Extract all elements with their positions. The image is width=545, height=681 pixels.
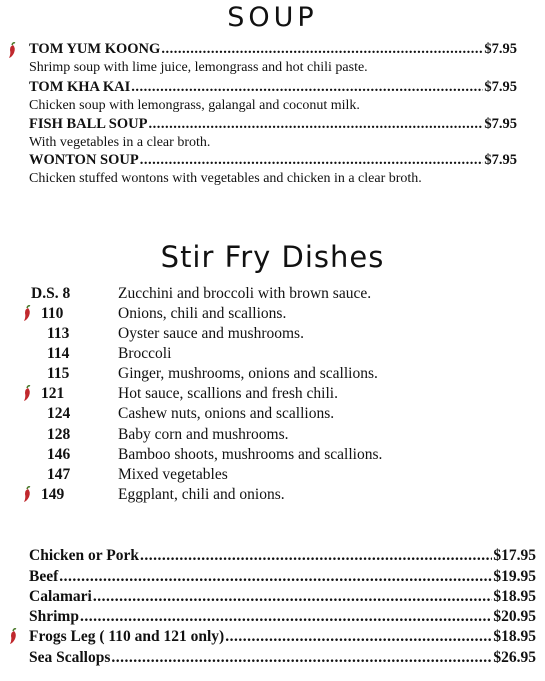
- soup-item-name: TOM KHA KAI: [29, 79, 131, 95]
- dish-code: 113: [47, 325, 70, 342]
- dot-leader: [140, 547, 492, 565]
- dish-row: [16, 325, 545, 345]
- dish-row: [16, 426, 545, 446]
- dish-code: 149: [41, 486, 65, 503]
- chili-pepper-icon: [7, 42, 17, 58]
- soup-item-tom-kha-kai: [29, 79, 517, 97]
- price-row-price: $18.95: [493, 588, 536, 605]
- dish-row: [10, 385, 545, 405]
- dish-row: [16, 365, 545, 385]
- dish-description: Baby corn and mushrooms.: [118, 426, 289, 443]
- dot-leader: [111, 649, 492, 667]
- dish-code: 147: [47, 466, 71, 483]
- price-row-price: $26.95: [493, 649, 536, 666]
- price-row-price: $20.95: [493, 608, 536, 625]
- price-row-name: Shrimp: [29, 608, 79, 625]
- price-row-price: $19.95: [493, 568, 536, 585]
- price-row-name: Sea Scallops: [29, 649, 111, 666]
- price-row-price: $18.95: [493, 628, 536, 645]
- dish-code: 128: [47, 426, 71, 443]
- dish-description: Zucchini and broccoli with brown sauce.: [118, 285, 372, 302]
- soup-item-description: Chicken soup with lemongrass, galangal and coconut milk.: [29, 98, 360, 113]
- dish-description: Ginger, mushrooms, onions and scallions.: [118, 365, 378, 382]
- price-row-name: Chicken or Pork: [29, 547, 139, 564]
- soup-item-price: $7.95: [484, 41, 517, 57]
- dot-leader: [80, 608, 492, 626]
- price-row-frogs-leg: [29, 628, 536, 647]
- price-row-sea-scallops: [29, 649, 536, 668]
- soup-item-price: $7.95: [484, 152, 517, 168]
- price-row-name: Calamari: [29, 588, 92, 605]
- dish-description: Cashew nuts, onions and scallions.: [118, 405, 335, 422]
- dish-row: [16, 345, 545, 365]
- soup-item-description: Shrimp soup with lime juice, lemongrass and hot chili paste.: [29, 60, 368, 75]
- price-row-name: Frogs Leg ( 110 and 121 only): [29, 628, 225, 645]
- dot-leader: [140, 152, 484, 169]
- dish-code: 110: [41, 305, 64, 322]
- dot-leader: [161, 41, 483, 58]
- dish-code: 146: [47, 446, 71, 463]
- stir-fry-title: Stir Fry Dishes: [160, 240, 385, 274]
- dish-row: [10, 486, 545, 506]
- dot-leader: [59, 568, 492, 586]
- soup-title: SOUP: [227, 2, 318, 33]
- dish-description: Bamboo shoots, mushrooms and scallions.: [118, 446, 383, 463]
- price-row-price: $17.95: [493, 547, 536, 564]
- price-row-name: Beef: [29, 568, 59, 585]
- dot-leader: [93, 588, 493, 606]
- dish-description: Onions, chili and scallions.: [118, 305, 287, 322]
- dish-description: Eggplant, chili and onions.: [118, 486, 285, 503]
- dot-leader: [225, 628, 492, 646]
- dish-description: Broccoli: [118, 345, 172, 362]
- soup-item-wonton-soup: [29, 152, 517, 170]
- soup-item-name: FISH BALL SOUP: [29, 116, 148, 132]
- dish-row: [10, 305, 545, 325]
- soup-item-name: WONTON SOUP: [29, 152, 139, 168]
- dot-leader: [131, 79, 483, 96]
- soup-item-fish-ball-soup: [29, 116, 517, 134]
- dish-row: [0, 285, 545, 305]
- price-row-shrimp: [29, 608, 536, 627]
- dish-code: 121: [41, 385, 65, 402]
- soup-item-price: $7.95: [484, 79, 517, 95]
- soup-item-name: TOM YUM KOONG: [29, 41, 161, 57]
- chili-pepper-icon: [8, 628, 18, 644]
- dish-description: Hot sauce, scallions and fresh chili.: [118, 385, 338, 402]
- dish-code: 114: [47, 345, 70, 362]
- dish-row: [16, 446, 545, 466]
- dish-code: 115: [47, 365, 70, 382]
- price-row-beef: [29, 568, 536, 587]
- dish-code: 124: [47, 405, 71, 422]
- dish-description: Mixed vegetables: [118, 466, 228, 483]
- dish-description: Oyster sauce and mushrooms.: [118, 325, 304, 342]
- soup-item-price: $7.95: [484, 116, 517, 132]
- dish-row: [16, 466, 545, 486]
- dish-row: [16, 405, 545, 425]
- price-row-calamari: [29, 588, 536, 607]
- price-row-chicken-or-pork: [29, 547, 536, 566]
- dot-leader: [148, 116, 483, 133]
- dish-code: D.S. 8: [31, 285, 71, 302]
- soup-item-description: Chicken stuffed wontons with vegetables and chicken in a clear broth.: [29, 171, 422, 186]
- soup-item-description: With vegetables in a clear broth.: [29, 135, 211, 150]
- soup-item-tom-yum-koong: [29, 41, 517, 59]
